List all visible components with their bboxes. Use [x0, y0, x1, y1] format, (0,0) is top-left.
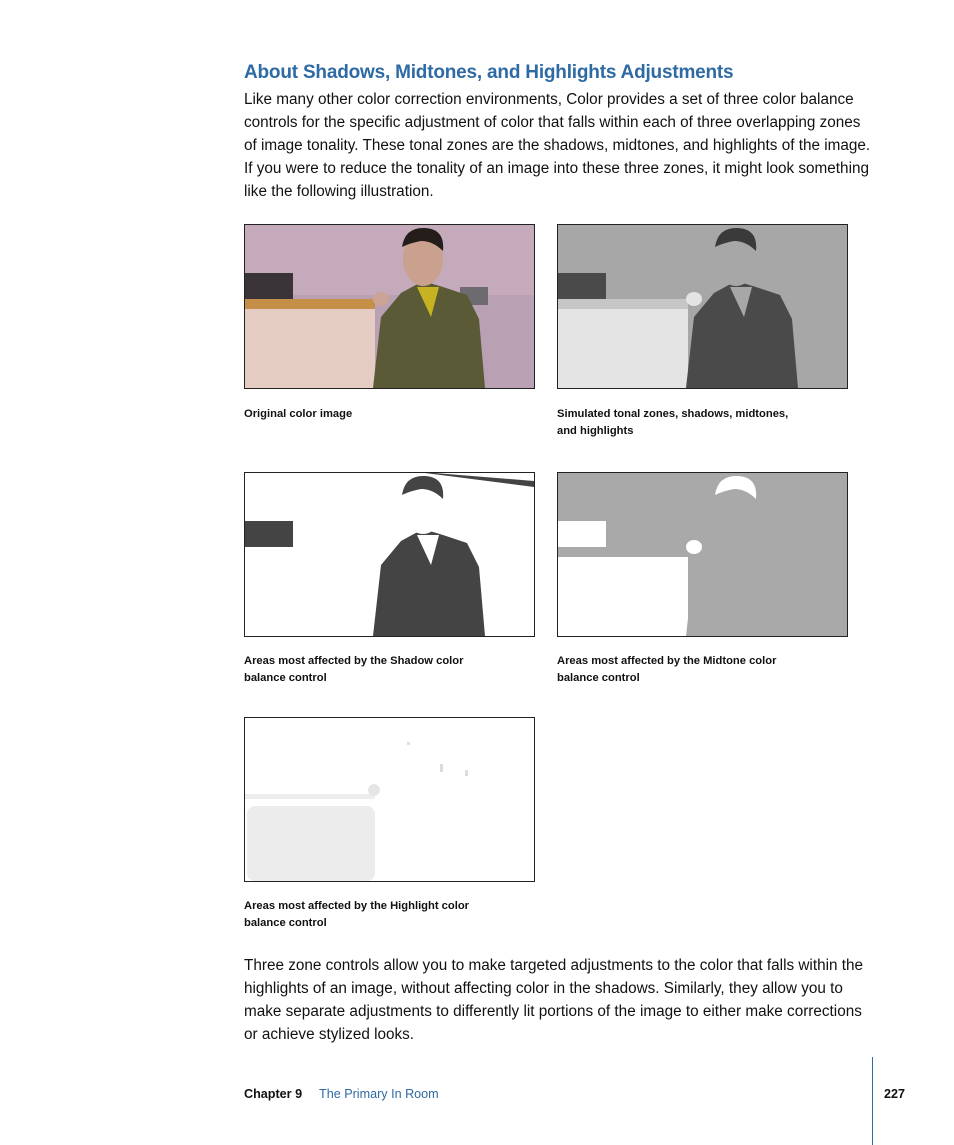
figure-caption: Areas most affected by the Highlight color balance control: [244, 900, 470, 929]
footer-chapter-label: Chapter 9: [244, 1087, 303, 1101]
closing-paragraph: Three zone controls allow you to make targeted adjustments to the color that falls within the highlights of an image, without affecting color in the shadows. Similarly, they allow you to make separate adjustments to differently lit portions of the image to either make corrections or achieve stylized looks.: [244, 957, 864, 1043]
highlight-zone-image: [245, 718, 534, 881]
page-number: 227: [884, 1087, 906, 1101]
figure-caption: Original color image: [244, 408, 353, 420]
footer-chapter-title: The Primary In Room: [319, 1087, 439, 1101]
footer-divider: [872, 1057, 873, 1145]
intro-paragraph: Like many other color correction environments, Color provides a set of three color balance controls for the specific adjustment of color that falls within each of three overlapping zones of image tonality. These tonal zones are the shadows, midtones, and highlights of the image. If you were to reduce the tonality of an image into these three zones, it might look something like the following illustration.: [244, 91, 871, 200]
figure-shadow-areas: [244, 472, 535, 637]
original-color-photo: [245, 225, 534, 388]
shadow-zone-image: [245, 473, 534, 636]
figure-caption: Areas most affected by the Midtone color balance control: [557, 655, 777, 684]
figure-midtone-areas: [557, 472, 848, 637]
section-heading: About Shadows, Midtones, and Highlights Adjustments: [244, 62, 734, 83]
figure-original-color-image: [244, 224, 535, 389]
figure-caption: Simulated tonal zones, shadows, midtones, and highlights: [557, 408, 789, 437]
tonal-zones-image: [558, 225, 847, 388]
figure-simulated-tonal-zones: [557, 224, 848, 389]
figure-highlight-areas: [244, 717, 535, 882]
midtone-zone-image: [558, 473, 847, 636]
figure-caption: Areas most affected by the Shadow color balance control: [244, 655, 464, 684]
